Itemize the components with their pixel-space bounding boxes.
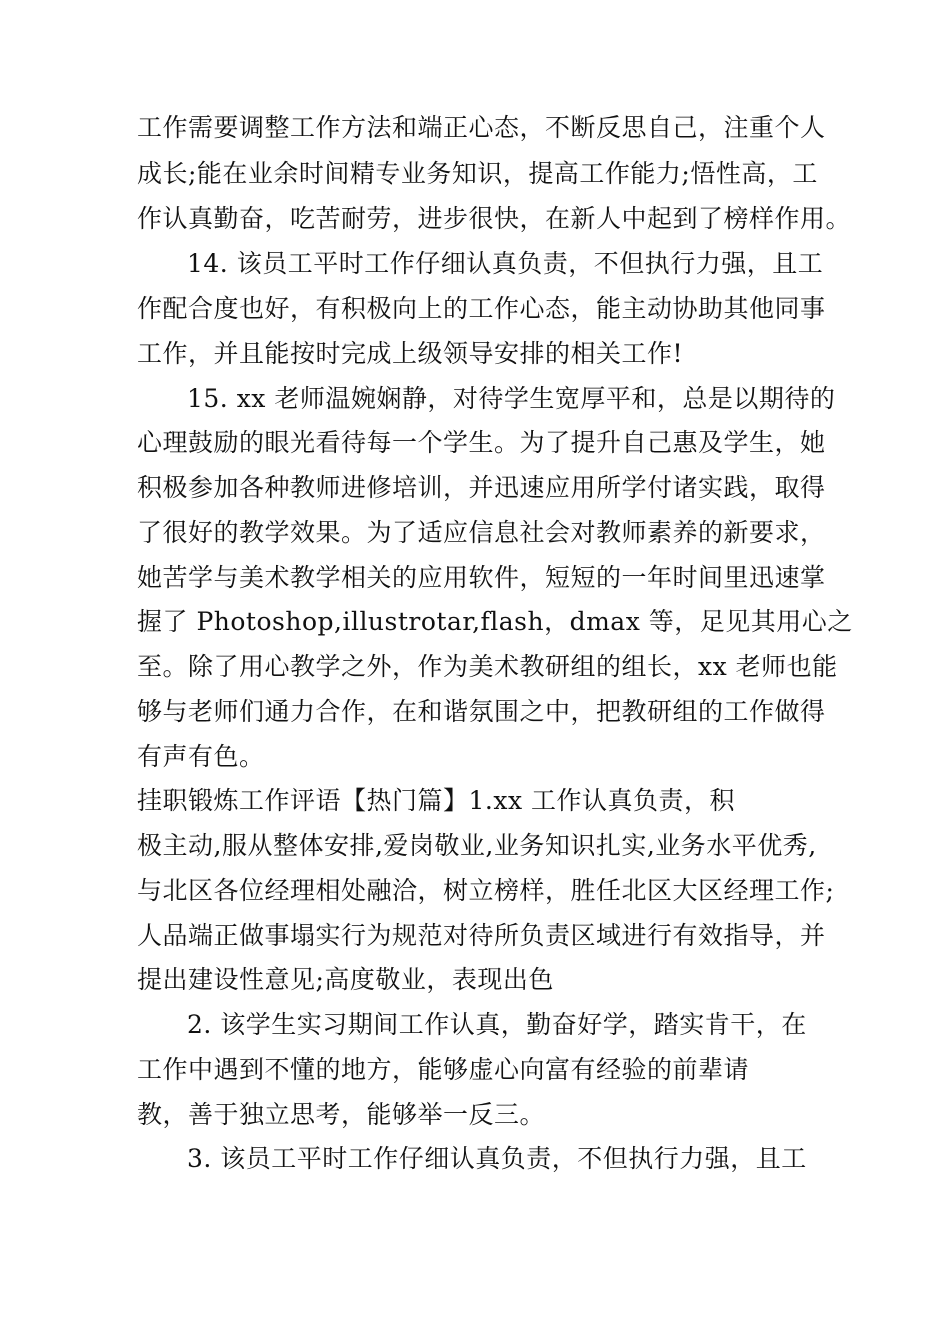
- section-heading: 挂职锻炼工作评语【热门篇】1.xx 工作认真负责，积: [137, 786, 735, 815]
- paragraph-15-start: 15. xx 老师温婉娴静，对待学生宽厚平和，总是以期待的: [187, 384, 836, 413]
- text-line: 与北区各位经理相处融洽，树立榜样，胜任北区大区经理工作;: [137, 876, 835, 905]
- text-line: 作配合度也好，有积极向上的工作心态，能主动协助其他同事: [137, 294, 826, 323]
- text-line: 作认真勤奋，吃苦耐劳，进步很快，在新人中起到了榜样作用。: [137, 204, 852, 233]
- text-line: 工作需要调整工作方法和端正心态，不断反思自己，注重个人: [137, 113, 826, 142]
- text-line: 工作中遇到不懂的地方，能够虚心向富有经验的前辈请: [137, 1055, 750, 1084]
- text-line: 握了 Photoshop,illustrotar,flash，dmax 等，足见其用心之: [137, 607, 853, 636]
- text-line: 积极参加各种教师进修培训，并迅速应用所学付诸实践，取得: [137, 473, 826, 502]
- text-line: 够与老师们通力合作，在和谐氛围之中，把教研组的工作做得: [137, 697, 826, 726]
- text-line: 成长;能在业余时间精专业务知识，提高工作能力;悟性高，工: [137, 159, 818, 188]
- paragraph-2-start: 2. 该学生实习期间工作认真，勤奋好学，踏实肯干，在: [187, 1010, 807, 1039]
- text-line: 极主动,服从整体安排,爱岗敬业,业务知识扎实,业务水平优秀,: [137, 831, 817, 860]
- text-line: 教，善于独立思考，能够举一反三。: [137, 1100, 546, 1129]
- paragraph-14-start: 14. 该员工平时工作仔细认真负责，不但执行力强，且工: [187, 249, 824, 278]
- text-line: 心理鼓励的眼光看待每一个学生。为了提升自己惠及学生，她: [137, 428, 826, 457]
- text-line: 了很好的教学效果。为了适应信息社会对教师素养的新要求，: [137, 518, 826, 547]
- text-line: 有声有色。: [137, 742, 265, 771]
- text-line: 至。除了用心教学之外，作为美术教研组的组长，xx 老师也能: [137, 652, 838, 681]
- text-line: 提出建设性意见;高度敬业，表现出色: [137, 965, 554, 994]
- text-line: 她苦学与美术教学相关的应用软件，短短的一年时间里迅速掌: [137, 563, 826, 592]
- text-line: 工作，并且能按时完成上级领导安排的相关工作!: [137, 339, 684, 368]
- paragraph-3-start: 3. 该员工平时工作仔细认真负责，不但执行力强，且工: [187, 1144, 807, 1173]
- text-line: 人品端正做事塌实行为规范对待所负责区域进行有效指导，并: [137, 921, 826, 950]
